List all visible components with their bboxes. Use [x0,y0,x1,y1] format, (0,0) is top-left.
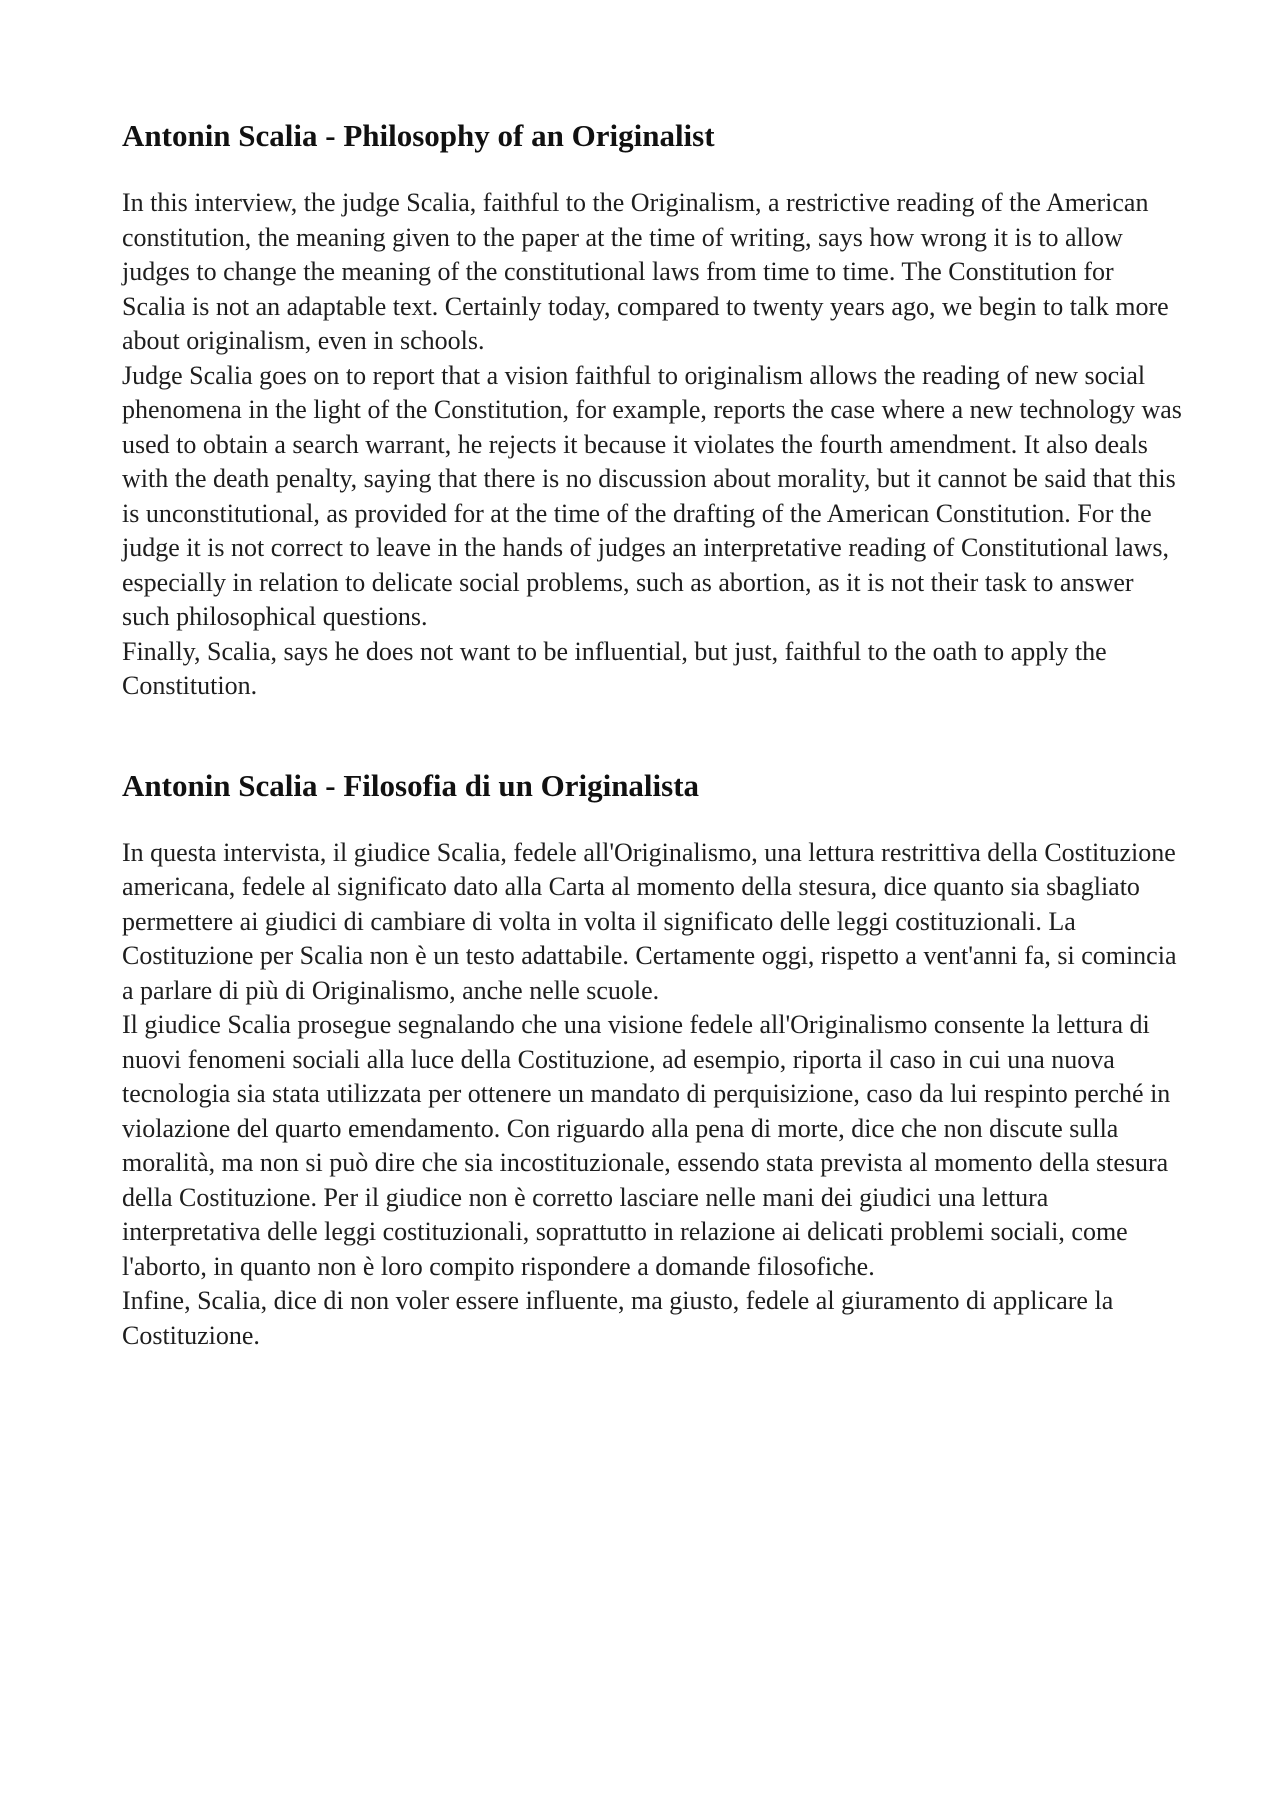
paragraph-italian-3: Infine, Scalia, dice di non voler essere influente, ma giusto, fedele al giuramento di applicare la Costituzione. [122,1286,1114,1350]
section-title-italian: Antonin Scalia - Filosofia di un Originalista [122,767,700,803]
paragraph-english-2: Judge Scalia goes on to report that a vision faithful to originalism allows the reading of new social phenomena in the light of the Constitution, for example, reports the case where a new technology was used to obtain a search warrant, he rejects it because it violates the fourth amendment. It also deals with the death penalty, saying that there is no discussion about morality, but it cannot be said that this is unconstitutional, as provided for at the time of the drafting of the American Constitution. For the judge it is not correct to leave in the hands of judges an interpretative reading of Constitutional laws, especially in relation to delicate social problems, such as abortion, as it is not their task to answer such philosophical questions. [122,360,1182,631]
paragraph-italian-1: In questa intervista, il giudice Scalia, fedele all'Originalismo, una lettura restrittiva della Costituzione americana, fedele al significato dato alla Carta al momento della stesura, dice quanto sia sbagliato permettere ai giudici di cambiare di volta in volta il significato delle leggi costituzionali. La Costituzione per Scalia non è un testo adattabile. Certamente oggi, rispetto a vent'anni fa, si comincia a parlare di più di Originalismo, anche nelle scuole. [122,837,1177,1005]
section-english [122,118,1182,704]
document-page [122,118,1182,1353]
paragraph-english-1: In this interview, the judge Scalia, faithful to the Originalism, a restrictive reading of the American constitution, the meaning given to the paper at the time of writing, says how wrong it is to allow judges to change the meaning of the constitutional laws from time to time. The Constitution for Scalia is not an adaptable text. Certainly today, compared to twenty years ago, we begin to talk more about originalism, even in schools. [122,188,1169,355]
paragraph-italian-2: Il giudice Scalia prosegue segnalando che una visione fedele all'Originalismo consente la lettura di nuovi fenomeni sociali alla luce della Costituzione, ad esempio, riporta il caso in cui una nuova tecnologia sia stata utilizzata per ottenere un mandato di perquisizione, caso da lui respinto perché in violazione del quarto emendamento. Con riguardo alla pena di morte, dice che non discute sulla moralità, ma non si può dire che sia incostituzionale, essendo stata prevista al momento della stesura della Costituzione. Per il giudice non è corretto lasciare nelle mani dei giudici una lettura interpretativa delle leggi costituzionali, soprattutto in relazione ai delicati problemi sociali, come l'aborto, in quanto non è loro compito rispondere a domande filosofiche. [122,1010,1171,1281]
section-italian [122,768,1182,1354]
paragraph-english-3: Finally, Scalia, says he does not want to be influential, but just, faithful to the oath to apply the Constitution. [122,636,1107,700]
section-title-english: Antonin Scalia - Philosophy of an Originalist [122,118,715,153]
